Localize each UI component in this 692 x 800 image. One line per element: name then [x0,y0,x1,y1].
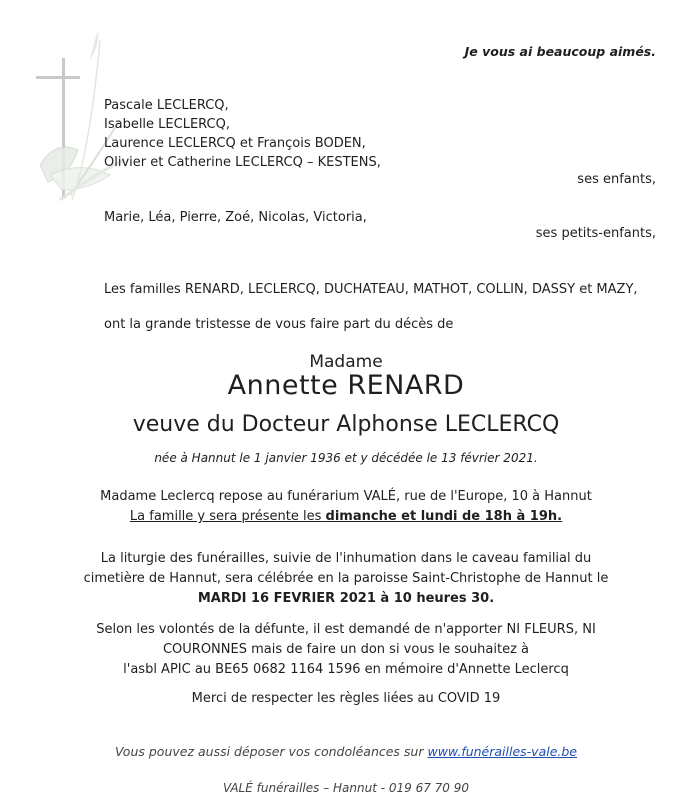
covid-note: Merci de respecter les règles liées au COVID 19 [191,691,501,706]
widow-of: veuve du Docteur Alphonse LECLERCQ [132,412,560,437]
wishes-paragraph [0,620,692,680]
liturgy-paragraph [0,549,692,609]
liturgy-line: La liturgie des funérailles, suivie de l'inhumation dans le caveau familial du [100,551,592,566]
grandchildren-list: Marie, Léa, Pierre, Zoé, Nicolas, Victoria, [104,210,367,225]
condolences-link[interactable]: www.funérailles-vale.be [427,744,577,759]
family-presence-line [0,507,692,527]
wishes-line: l'asbl APIC au BE65 0682 1164 1596 en mémoire d'Annette Leclercq [123,662,569,677]
motto: Je vous ai beaucoup aimés. [464,44,656,59]
grandchildren-label: ses petits-enfants, [535,226,656,241]
wishes-line: COURONNES mais de faire un don si vous le souhaitez à [162,642,530,657]
footer: VALÉ funérailles – Hannut - 019 67 70 90 [222,781,470,795]
child-name: Laurence LECLERCQ et François BODEN, [104,136,366,151]
condolences-line [0,742,692,762]
announcement-line: ont la grande tristesse de vous faire part du décès de [104,317,454,332]
deceased-name: Annette RENARD [227,370,465,401]
wishes-line: Selon les volontés de la défunte, il est demandé de n'apporter NI FLEURS, NI [96,622,596,637]
rest-paragraph [0,487,692,527]
families-line: Les familles RENARD, LECLERCQ, DUCHATEAU, MATHOT, COLLIN, DASSY et MAZY, [104,282,638,297]
child-name: Pascale LECLERCQ, [104,98,229,113]
children-label: ses enfants, [577,172,656,187]
children-list [104,96,381,172]
birth-death-dates: née à Hannut le 1 janvier 1936 et y décédée le 13 février 2021. [154,451,538,465]
ceremony-date: MARDI 16 FEVRIER 2021 à 10 heures 30. [197,591,495,606]
child-name: Olivier et Catherine LECLERCQ – KESTENS, [104,155,381,170]
child-name: Isabelle LECLERCQ, [104,117,230,132]
presence-text: La famille y sera présente les [129,509,326,524]
rest-line: Madame Leclercq repose au funérarium VALÉ, rue de l'Europe, 10 à Hannut [100,489,592,504]
deceased-title: Madame [309,352,383,372]
presence-times: dimanche et lundi de 18h à 19h. [325,509,563,524]
condolences-text: Vous pouvez aussi déposer vos condoléances sur [114,744,428,759]
liturgy-line: cimetière de Hannut, sera célébrée en la paroisse Saint-Christophe de Hannut le [83,571,609,586]
